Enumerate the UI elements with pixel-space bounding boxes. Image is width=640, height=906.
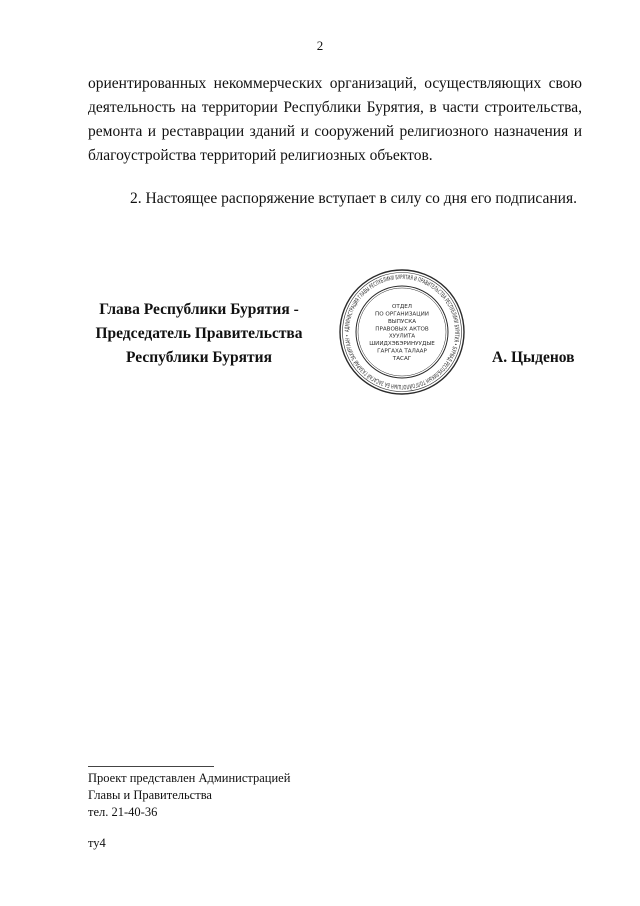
seal-center-line: ПО ОРГАНИЗАЦИИ [375, 311, 429, 318]
document-code: ту4 [88, 836, 106, 850]
body-line: ремонта и реставрации зданий и сооружений религиозного назначения и [88, 123, 582, 140]
official-seal-stamp [338, 268, 466, 396]
page-number: 2 [316, 38, 324, 53]
seal-ring-text: АДМИНИСТРАЦИЯ ГЛАВЫ РЕСПУБЛИКИ БУРЯТИЯ И ПРАВИТЕЛЬСТВА РЕСПУБЛИКИ БУРЯТИЯ • БУРЯАД РЕСПУБЛИКЫН ТОЛГОЙЛОГШЫН БА ЗАСАГАЙ ГАЗАРАЙ ЗАХИРГААН • [343, 273, 461, 391]
seal-center-line: ХУУЛИТА [388, 333, 416, 340]
seal-center-line: ШИИДХЭБЭРИНУУДЫЕ [369, 341, 435, 348]
body-paragraph-2: 2. Настоящее распоряжение вступает в силу со дня его подписания. [130, 190, 577, 207]
seal-center-line: ГАРГАХА ТАЛААР [377, 348, 427, 355]
seal-center-line: ОТДЕЛ [392, 304, 412, 311]
footer-divider [88, 766, 214, 767]
signatory-title [88, 298, 310, 370]
body-paragraph-1 [88, 72, 582, 168]
seal-center-line: ТАСАГ [392, 355, 412, 362]
footer-note [88, 770, 290, 821]
body-line: ориентированных некоммерческих организаций, осуществляющих свою [88, 75, 582, 92]
signatory-title-line: Глава Республики Бурятия - [99, 301, 299, 318]
footer-line: Главы и Правительства [88, 788, 212, 802]
signatory-title-line: Председатель Правительства [95, 325, 303, 342]
footer-line: Проект представлен Администрацией [88, 771, 291, 785]
body-line: благоустройства территорий религиозных объектов. [88, 147, 433, 164]
footer-line: тел. 21-40-36 [88, 805, 158, 819]
seal-center-line: ПРАВОВЫХ АКТОВ [375, 326, 429, 333]
body-line: деятельность на территории Республики Бурятия, в части строительства, [88, 99, 582, 116]
signatory-name: А. Цыденов [492, 349, 575, 366]
seal-center-line: ВЫПУСКА [387, 318, 417, 325]
signatory-title-line: Республики Бурятия [126, 349, 272, 366]
